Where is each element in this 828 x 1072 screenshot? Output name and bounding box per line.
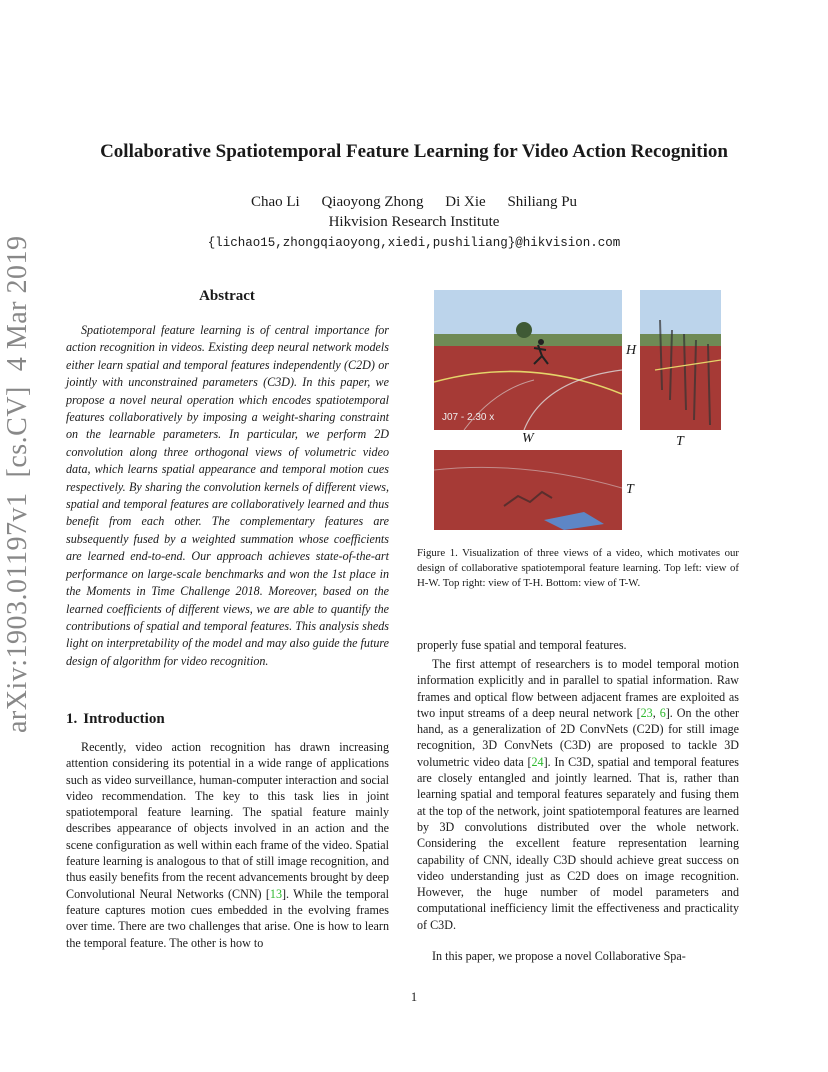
video-timestamp-overlay: J07 - 2.30 x — [442, 412, 495, 423]
author-name: Shiliang Pu — [507, 194, 578, 210]
body-paragraph: properly fuse spatial and temporal features. — [417, 638, 627, 652]
figure-label-w: W — [522, 431, 534, 446]
figure-label-t: T — [676, 434, 684, 449]
citation-link[interactable]: 6 — [659, 705, 666, 720]
author-name: Di Xie — [445, 194, 486, 210]
track-image-tw — [434, 450, 622, 530]
author-list — [0, 194, 828, 211]
paper-title: Collaborative Spatiotemporal Feature Learning for Video Action Recognition — [100, 141, 728, 162]
track-image-th — [640, 290, 721, 430]
page-number: 1 — [410, 990, 418, 1004]
body-paragraph — [417, 656, 739, 933]
arxiv-identifier: arXiv:1903.01197v1 [cs.CV] 4 Mar 2019 — [2, 235, 33, 733]
abstract-text: Spatiotemporal feature learning is of central importance for action recognition in videos. Existing deep neural network models either learn spatial and temporal features independently (C2D) or jointly with unconstrained parameters (C3D). In this paper, we propose a novel neural operation which encodes spatiotemporal features collaboratively by imposing a weight-sharing constraint on the learnable parameters. In particular, we perform 2D convolution along three orthogonal views of volumetric video data, which learns spatial appearance and temporal motion cues respectively. By sharing the convolution kernels of different views, spatial and temporal features are collaboratively learned and thus benefit from each other. The complementary features are subsequently fused by a weighted summation whose coefficients are learned end-to-end. Our approach achieves state-of-the-art performance on large-scale benchmarks and won the 1st place in the Moments in Time Challenge 2018. Moreover, based on the learned coefficients of different views, we are able to quantify the contributions of spatial and temporal features. This analysis sheds light on interpretability of the model and may also guide the future design of algorithm for video recognition. — [66, 323, 389, 668]
section-title: Introduction — [83, 711, 165, 727]
abstract-heading: Abstract — [199, 288, 255, 304]
figure-panel-hw — [434, 290, 622, 430]
affiliation: Hikvision Research Institute — [328, 214, 500, 230]
figure-panel-tw — [434, 450, 622, 530]
body-text-part: , — [652, 705, 660, 720]
figure-label-t: T — [626, 482, 634, 497]
track-image-hw — [434, 290, 622, 430]
citation-link[interactable]: 23 — [640, 705, 653, 720]
body-text-part: The first attempt of researchers is to model temporal motion information explicitly and in parallel to spatial information. Raw frames and optical flow between adjacent frames are exploited as two input streams of a deep neural network [ — [417, 657, 739, 720]
author-name: Qiaoyong Zhong — [321, 194, 424, 210]
body-text-part: ]. On the other hand, as a generalization of 2D ConvNets (C2D) for still image recognition, 3D ConvNets (C3D) are proposed to tackle 3D volumetric video data [ — [417, 705, 740, 769]
section-number: 1. — [66, 711, 78, 727]
figure-panel-th — [640, 290, 721, 430]
intro-text-part: Recently, video action recognition has drawn increasing attention considering its potential in a wide range of applications such as video surveillance, human-computer interaction and social video recommendation. The key to this task lies in joint spatiotemporal feature learning. The spatial feature mainly describes appearance of objects involved in an action and the scene configuration as well within each frame of the video. Spatial feature learning is analogous to that of still image recognition, and thus easily benefits from the recent advancements brought by deep Convolutional Neural Networks (CNN) [ — [66, 740, 389, 901]
figure-caption: Figure 1. Visualization of three views of a video, which motivates our design of collaborative spatiotemporal feature learning. Top left: view of H-W. Top right: view of T-H. Bottom: view of T-W. — [417, 547, 739, 590]
intro-text-part: ]. While the temporal feature captures motion cues embedded in the evolving frames over time. There are two challenges that arise. One is how to learn the temporal feature. The other is how to — [66, 886, 390, 950]
body-paragraph: In this paper, we propose a novel Collaborative Spa- — [432, 949, 686, 963]
citation-link[interactable]: 24 — [531, 754, 544, 769]
body-text-part: ]. In C3D, spatial and temporal features are closely entangled and jointly learned. That is, rather than learning spatial and temporal features separately and fusing them at the top of the network, joint spatiotemporal features are learned by 3D convolutions distributed over the whole network. Considering the excellent feature representation learning capability of CNN, ideally C3D should achieve great success on video understanding just as C2D does on image recognition. However, the huge number of model parameters and computational inefficiency limit the effectiveness and practicality of C3D. — [417, 754, 740, 932]
intro-paragraph — [66, 739, 389, 951]
section-heading-introduction — [66, 711, 165, 728]
author-email: {lichao15,zhongqiaoyong,xiedi,pushiliang}@hikvision.com — [207, 236, 621, 250]
citation-link[interactable]: 13 — [269, 886, 282, 901]
figure-label-h: H — [626, 343, 637, 358]
author-name: Chao Li — [250, 194, 300, 210]
